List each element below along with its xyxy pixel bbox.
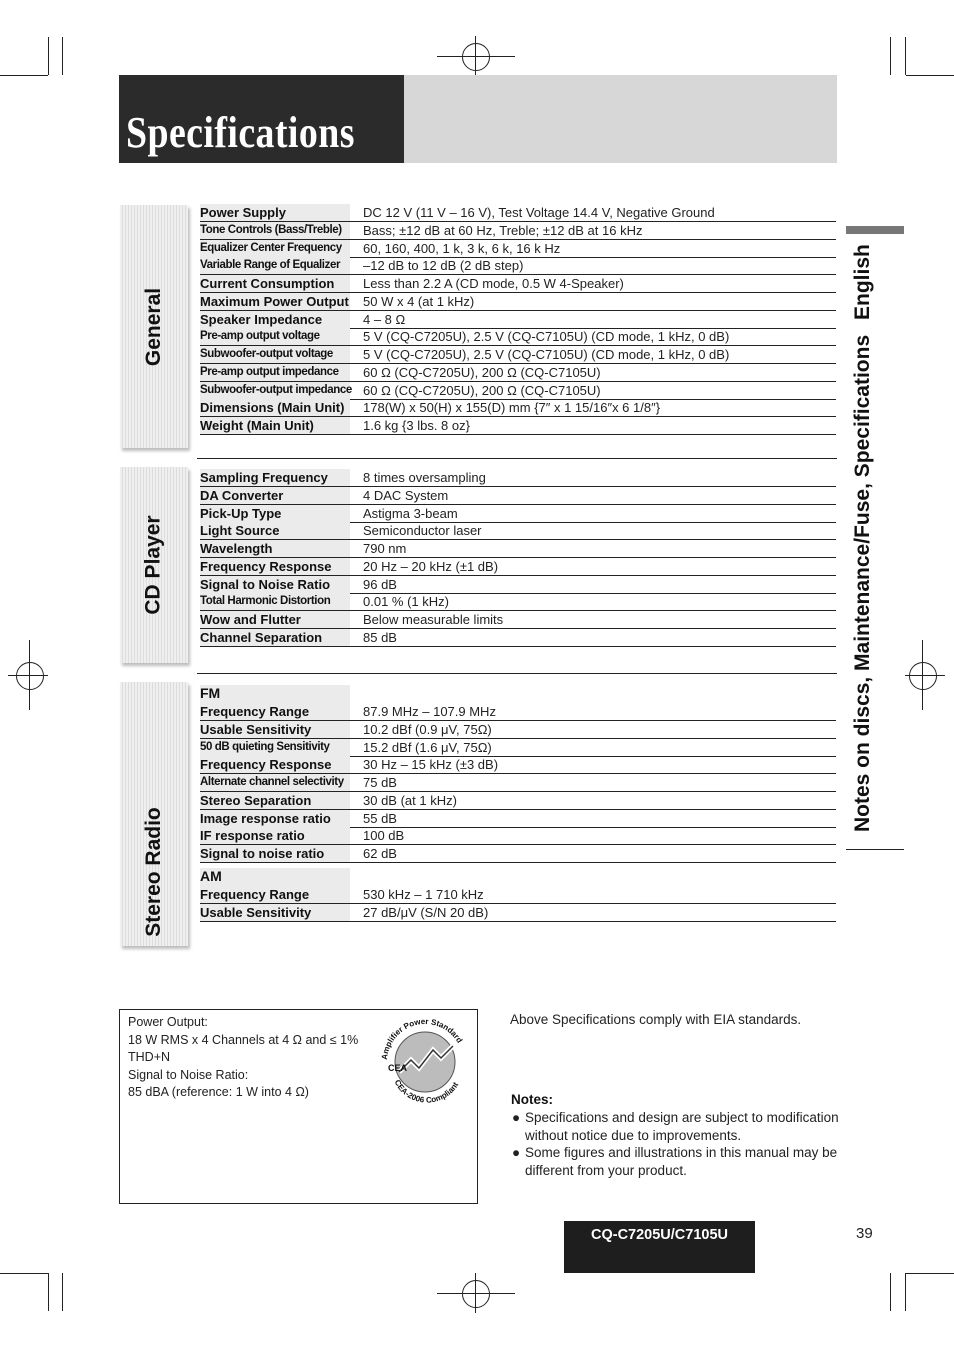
eia-statement: Above Specifications comply with EIA standards. — [510, 1012, 802, 1027]
spec-value: 178(W) x 50(H) x 155(D) mm {7″ x 1 15/16″x 6 1/8″} — [363, 400, 661, 416]
note-item — [512, 1144, 842, 1180]
spec-row — [200, 293, 836, 311]
spec-value: 790 nm — [363, 541, 407, 556]
spec-value: 0.01 % (1 kHz) — [363, 594, 449, 610]
crop-mark — [0, 1273, 48, 1274]
spec-label: Weight (Main Unit) — [200, 417, 350, 434]
spec-label: Sampling Frequency — [200, 469, 350, 486]
spec-label: Signal to noise ratio — [200, 845, 350, 862]
spec-value: 4 DAC System — [363, 487, 449, 503]
spec-label: 50 dB quieting Sensitivity — [200, 739, 350, 756]
spec-label: Signal to Noise Ratio — [200, 576, 350, 593]
spec-row — [200, 810, 836, 828]
spec-row — [200, 576, 836, 594]
registration-line — [475, 36, 476, 76]
spec-row — [200, 558, 836, 576]
note-text: Specifications and design are subject to modification without notice due to improvements. — [525, 1110, 839, 1143]
spec-value: 60 Ω (CQ-C7205U), 200 Ω (CQ-C7105U) — [363, 364, 601, 380]
section-tab-cd — [120, 467, 188, 663]
spec-row — [200, 827, 836, 845]
fm-heading: FM — [200, 685, 350, 703]
spec-label: Tone Controls (Bass/Treble) — [200, 222, 350, 239]
spec-value: 75 dB — [363, 775, 397, 790]
spec-row — [200, 222, 836, 240]
registration-line — [8, 675, 48, 676]
spec-row — [200, 487, 836, 505]
spec-label: Frequency Range — [200, 886, 350, 903]
spec-row — [200, 505, 836, 523]
am-heading: AM — [200, 868, 350, 886]
logo-arc-top: Amplifier Power Standard — [379, 1016, 465, 1061]
spec-value: 15.2 dBf (1.6 μV, 75Ω) — [363, 739, 492, 755]
sidebar-language: English — [851, 244, 874, 320]
section-tab-radio — [120, 682, 188, 946]
spec-row — [200, 792, 836, 810]
registration-line — [475, 1273, 476, 1313]
notice-line: 85 dBA (reference: 1 W into 4 Ω) — [128, 1085, 309, 1100]
crop-mark — [890, 37, 891, 75]
spec-label: Dimensions (Main Unit) — [200, 399, 350, 416]
spec-label: Frequency Range — [200, 703, 350, 720]
spec-row — [200, 886, 836, 904]
spec-value: 5 V (CQ-C7205U), 2.5 V (CQ-C7105U) (CD mode, 1 kHz, 0 dB) — [363, 347, 730, 362]
registration-mark — [909, 662, 937, 690]
bullet-icon: ● — [512, 1145, 521, 1160]
spec-row — [200, 328, 836, 346]
spec-value: 5 V (CQ-C7205U), 2.5 V (CQ-C7105U) (CD mode, 1 kHz, 0 dB) — [363, 329, 730, 345]
logo-arc-bottom: CEA-2006 Compliant — [392, 1078, 461, 1105]
spec-label: Usable Sensitivity — [200, 904, 350, 921]
spec-row — [200, 364, 836, 382]
crop-mark — [890, 1273, 891, 1311]
spec-row — [200, 204, 836, 222]
spec-row — [200, 593, 836, 611]
spec-value: Astigma 3-beam — [363, 505, 458, 521]
spec-label: Subwoofer-output impedance — [200, 382, 350, 399]
bullet-icon: ● — [512, 1110, 521, 1125]
spec-value: 96 dB — [363, 576, 397, 592]
spec-row — [200, 845, 836, 863]
spec-label: Power Supply — [200, 204, 350, 221]
spec-value: 4 – 8 Ω — [363, 311, 406, 327]
spec-row — [200, 721, 836, 739]
spec-label: Frequency Response — [200, 558, 350, 575]
section-tab-general — [120, 205, 188, 448]
spec-row — [200, 382, 836, 400]
spec-label: Subwoofer-output voltage — [200, 346, 350, 363]
spec-label: Alternate channel selectivity — [200, 774, 350, 791]
spec-value: 62 dB — [363, 846, 397, 861]
spec-label: Speaker Impedance — [200, 311, 350, 328]
registration-line — [437, 56, 515, 57]
spec-label: Wavelength — [200, 540, 350, 557]
spec-value: 50 W x 4 (at 1 kHz) — [363, 293, 475, 309]
registration-line — [29, 640, 30, 710]
spec-value: 530 kHz – 1 710 kHz — [363, 887, 484, 902]
spec-value: Below measurable limits — [363, 612, 504, 627]
spec-value: 30 dB (at 1 kHz) — [363, 792, 457, 808]
spec-row — [200, 611, 836, 629]
section-label-cd: CD Player — [142, 515, 165, 615]
crop-mark — [905, 37, 906, 75]
notes-heading: Notes: — [511, 1092, 554, 1107]
crop-mark — [0, 75, 48, 76]
spec-label: Light Source — [200, 522, 350, 539]
spec-label: DA Converter — [200, 487, 350, 504]
section-divider — [197, 458, 837, 459]
notice-line: 18 W RMS x 4 Channels at 4 Ω and ≤ 1% — [128, 1032, 359, 1047]
spec-value: 100 dB — [363, 828, 405, 844]
spec-row — [200, 739, 836, 757]
spec-row — [200, 346, 836, 364]
notice-line: Signal to Noise Ratio: — [128, 1067, 249, 1082]
section-divider — [197, 673, 837, 674]
spec-value: Semiconductor laser — [363, 523, 482, 539]
registration-line — [905, 675, 945, 676]
spec-value: 60, 160, 400, 1 k, 3 k, 6 k, 16 k Hz — [363, 240, 561, 256]
registration-mark — [462, 1280, 490, 1308]
spec-label: Pick-Up Type — [200, 505, 350, 522]
note-item — [512, 1109, 842, 1145]
spec-label: Frequency Response — [200, 756, 350, 773]
spec-row — [200, 522, 836, 540]
spec-row — [200, 703, 836, 721]
power-output-notice — [119, 1009, 478, 1204]
spec-label: Stereo Separation — [200, 792, 350, 809]
spec-row — [200, 469, 836, 487]
spec-row — [200, 904, 836, 922]
logo-brand: CEA — [388, 1063, 408, 1073]
spec-value: 55 dB — [363, 810, 397, 826]
spec-label: Total Harmonic Distortion — [200, 593, 350, 610]
spec-row — [200, 629, 836, 647]
spec-value: Less than 2.2 A (CD mode, 0.5 W 4-Speaker) — [363, 276, 624, 291]
spec-value: –12 dB to 12 dB (2 dB step) — [363, 258, 524, 274]
model-number: CQ-C7205U/C7105U — [590, 1227, 728, 1243]
page-number: 39 — [856, 1225, 873, 1242]
page-title: Specifications — [126, 108, 355, 157]
crop-mark — [906, 75, 954, 76]
crop-mark — [48, 37, 49, 75]
spec-row — [200, 417, 836, 435]
spec-label: IF response ratio — [200, 827, 350, 844]
spec-label: Wow and Flutter — [200, 611, 350, 628]
note-text: Some figures and illustrations in this manual may be different from your product. — [525, 1145, 838, 1178]
spec-label: Maximum Power Output — [200, 293, 349, 309]
spec-label: Image response ratio — [200, 810, 350, 827]
spec-row — [200, 311, 836, 329]
spec-row — [200, 240, 836, 258]
spec-value: 1.6 kg {3 lbs. 8 oz} — [363, 418, 470, 433]
sidebar-topic: Notes on discs, Maintenance/Fuse, Specifications — [851, 334, 874, 832]
spec-value: 8 times oversampling — [363, 470, 486, 485]
crop-mark — [906, 1273, 954, 1274]
registration-line — [922, 640, 923, 710]
registration-mark — [16, 662, 44, 690]
spec-value: 10.2 dBf (0.9 μV, 75Ω) — [363, 721, 492, 737]
section-label-radio: Stereo Radio — [142, 807, 165, 937]
spec-value: 87.9 MHz – 107.9 MHz — [363, 704, 496, 719]
crop-mark — [48, 1273, 49, 1311]
spec-value: 30 Hz – 15 kHz (±3 dB) — [363, 757, 499, 773]
spec-row — [200, 774, 836, 792]
sidebar-divider — [846, 849, 904, 850]
spec-row — [200, 399, 836, 417]
spec-row — [200, 275, 836, 293]
spec-value: Bass; ±12 dB at 60 Hz, Treble; ±12 dB at 16 kHz — [363, 222, 643, 238]
crop-mark — [905, 1273, 906, 1311]
spec-value: 85 dB — [363, 629, 397, 645]
crop-mark — [62, 1273, 63, 1311]
spec-row — [200, 540, 836, 558]
spec-row — [200, 257, 836, 275]
spec-label: Variable Range of Equalizer — [200, 257, 350, 274]
spec-label: Pre-amp output impedance — [200, 364, 350, 381]
cea-compliance-logo — [375, 1012, 475, 1108]
spec-value: 60 Ω (CQ-C7205U), 200 Ω (CQ-C7105U) — [363, 382, 601, 398]
model-badge — [564, 1221, 755, 1273]
spec-label: Pre-amp output voltage — [200, 328, 350, 345]
spec-label: Channel Separation — [200, 629, 350, 646]
registration-mark — [462, 43, 490, 71]
notice-line: Power Output: — [128, 1015, 208, 1029]
registration-line — [437, 1293, 515, 1294]
sidebar-marker — [846, 226, 904, 234]
spec-label: Current Consumption — [200, 275, 350, 292]
spec-value: 20 Hz – 20 kHz (±1 dB) — [363, 558, 499, 574]
spec-value: DC 12 V (11 V – 16 V), Test Voltage 14.4 V, Negative Ground — [363, 205, 715, 220]
spec-label: Usable Sensitivity — [200, 721, 350, 738]
spec-value: 27 dB/μV (S/N 20 dB) — [363, 904, 489, 920]
spec-row — [200, 756, 836, 774]
section-label-general: General — [142, 287, 165, 366]
spec-label: Equalizer Center Frequency — [200, 240, 350, 257]
notice-line: THD+N — [128, 1050, 171, 1065]
crop-mark — [62, 37, 63, 75]
